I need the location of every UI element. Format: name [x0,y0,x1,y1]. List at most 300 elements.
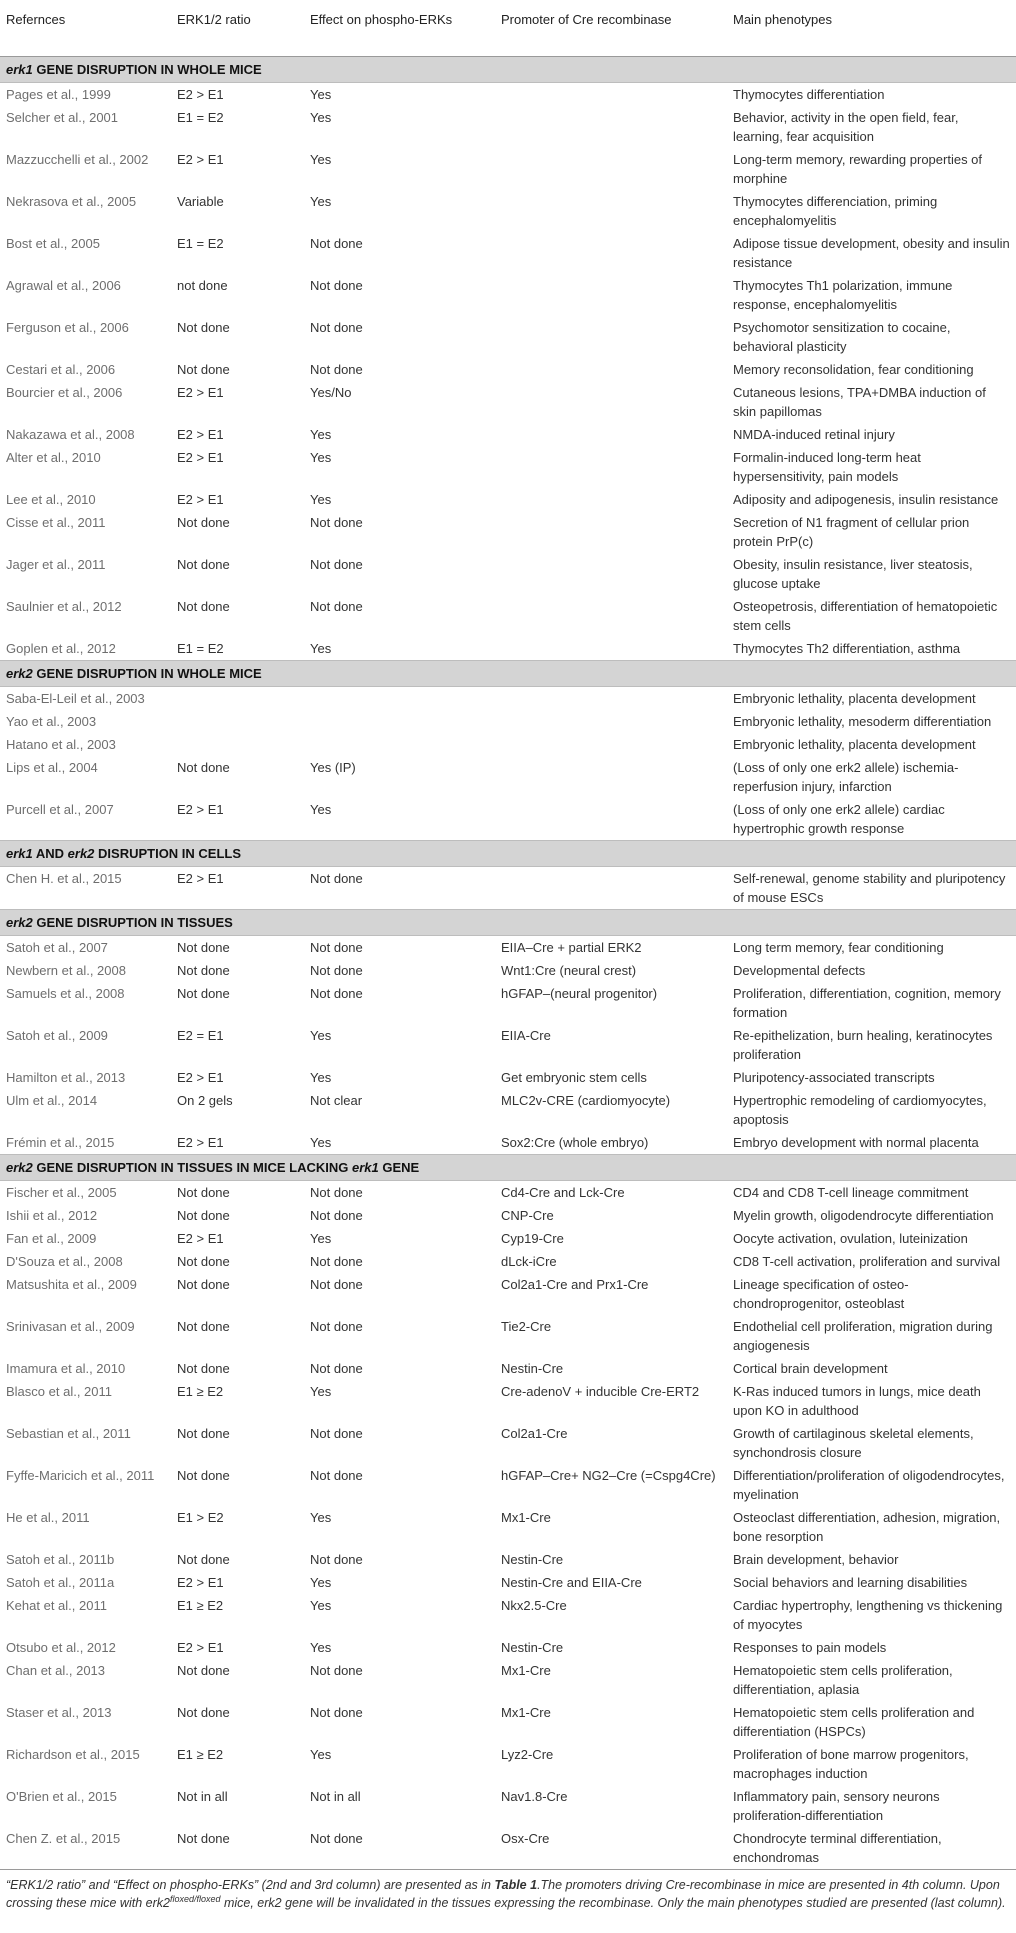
table-row [0,1743,1016,1785]
erk-ratio-cell: not done [177,277,228,293]
phenotype-cell: Embryonic lethality, placenta development [733,736,976,752]
cre-promoter-cell: dLck-iCre [501,1253,557,1269]
reference-cell: Chan et al., 2013 [6,1662,106,1678]
erk-ratio-cell: Not done [177,598,230,614]
phenotype-cell: Growth of cartilaginous skeletal elements, synchondrosis closure [733,1425,974,1460]
reference-cell: Bost et al., 2005 [6,235,100,251]
reference-cell: Srinivasan et al., 2009 [6,1318,135,1334]
phospho-effect-cell: Not done [310,985,363,1001]
section-title-part: GENE [378,1159,420,1175]
phenotype-cell: Oocyte activation, ovulation, luteinization [733,1230,968,1246]
reference-cell: Lee et al., 2010 [6,491,96,507]
cre-promoter-cell: Nestin-Cre [501,1639,564,1655]
phenotype-cell: Hypertrophic remodeling of cardiomyocytes, apoptosis [733,1092,987,1127]
phenotype-cell: Psychomotor sensitization to cocaine, behavioral plasticity [733,319,951,354]
cre-promoter-cell: Wnt1:Cre (neural crest) [501,962,637,978]
table-row [0,106,1016,148]
table-row [0,190,1016,232]
table-row [0,756,1016,798]
phenotype-cell: Myelin growth, oligodendrocyte differentiation [733,1207,994,1223]
reference-cell: Nakazawa et al., 2008 [6,426,135,442]
phospho-effect-cell: Yes [310,151,332,167]
phospho-effect-cell: Not done [310,1704,363,1720]
cre-promoter-cell [495,316,727,358]
phenotype-cell: Lineage specification of osteo-chondroprogenitor, osteoblast [733,1276,909,1311]
phospho-effect-cell: Yes [310,1134,332,1150]
erk-ratio-cell: E1 > E2 [177,1509,224,1525]
table-row [0,1701,1016,1743]
cre-promoter-cell [495,710,727,733]
table-body [0,56,1016,1869]
erk-ratio-cell: E2 > E1 [177,1574,224,1590]
reference-cell: Fan et al., 2009 [6,1230,97,1246]
phospho-effect-cell: Not done [310,1551,363,1567]
table-row [0,488,1016,511]
section-header-row [0,840,1016,866]
erk-ratio-cell [171,733,304,756]
section-header-row [0,1154,1016,1180]
cre-promoter-cell [495,686,727,710]
phenotype-cell: Endothelial cell proliferation, migration during angiogenesis [733,1318,993,1353]
section-title [0,1154,1016,1180]
table-row [0,1357,1016,1380]
section-title [0,56,1016,82]
cre-promoter-cell [495,866,727,909]
phospho-effect-cell: Yes [310,1069,332,1085]
caption-text-2: .The promoters driving Cre-recombinase in mice are presented in 4th column. Upon crossing these mice with erk2 [6,1878,1000,1910]
header-row [0,0,1016,56]
phospho-effect-cell: Not done [310,870,363,886]
phospho-effect-cell: Not done [310,1184,363,1200]
section-title-part: erk1 [6,61,33,77]
phospho-effect-cell: Not done [310,1207,363,1223]
phenotype-cell: Responses to pain models [733,1639,887,1655]
cre-promoter-cell: Col2a1-Cre and Prx1-Cre [501,1276,649,1292]
phenotype-cell: Embryonic lethality, placenta development [733,690,976,706]
cre-promoter-cell [495,511,727,553]
table-row [0,423,1016,446]
erk-ratio-cell: E1 ≥ E2 [177,1746,224,1762]
cre-promoter-cell: CNP-Cre [501,1207,554,1223]
erk-ratio-cell: E2 > E1 [177,426,224,442]
phospho-effect-cell: Yes [310,449,332,465]
phospho-effect-cell: Not done [310,277,363,293]
cre-promoter-cell [495,148,727,190]
phospho-effect-cell: Not done [310,361,363,377]
erk-ratio-cell: Not done [177,1276,230,1292]
erk-ratio-cell: Not done [177,759,230,775]
caption-table-ref: Table 1 [494,1878,538,1892]
reference-cell: He et al., 2011 [6,1509,90,1525]
section-title-part: GENE DISRUPTION IN WHOLE MICE [32,665,262,681]
phospho-effect-cell: Yes [310,1639,332,1655]
cre-promoter-cell [495,358,727,381]
table-row [0,381,1016,423]
reference-cell: Nekrasova et al., 2005 [6,193,137,209]
cre-promoter-cell: hGFAP–Cre+ NG2–Cre (=Cspg4Cre) [501,1467,716,1483]
section-title-part: GENE DISRUPTION IN TISSUES IN MICE LACKING [32,1159,352,1175]
caption-text-3: mice, erk2 gene will be invalidated in the tissues expressing the recombinase. Only the main phenotypes studied are presented (last column). [220,1896,1006,1910]
table-row [0,1464,1016,1506]
cre-promoter-cell: hGFAP–(neural progenitor) [501,985,658,1001]
cre-promoter-cell [495,82,727,106]
header-erk-ratio: ERK1/2 ratio [171,0,304,56]
reference-cell: Hatano et al., 2003 [6,736,116,752]
cre-promoter-cell: Nestin-Cre [501,1551,564,1567]
cre-promoter-cell: Osx-Cre [495,1827,727,1870]
reference-cell: Cisse et al., 2011 [6,514,106,530]
phospho-effect-cell: Not done [310,1360,363,1376]
reference-cell: Chen Z. et al., 2015 [0,1827,171,1870]
table-row [0,316,1016,358]
reference-cell: Ulm et al., 2014 [6,1092,98,1108]
section-title-part: erk2 [67,845,95,861]
table-row [0,1380,1016,1422]
table-row [0,1422,1016,1464]
phospho-effect-cell [304,733,495,756]
cre-promoter-cell [495,446,727,488]
phospho-effect-cell: Not done [310,939,363,955]
header-references: Refernces [0,0,171,56]
erk-ratio-cell [171,686,304,710]
reference-cell: Bourcier et al., 2006 [6,384,123,400]
phospho-effect-cell: Yes [310,640,332,656]
phospho-effect-cell: Not done [310,556,363,572]
cre-promoter-cell: Cd4-Cre and Lck-Cre [501,1184,625,1200]
phenotype-cell: K-Ras induced tumors in lungs, mice death upon KO in adulthood [733,1383,981,1418]
phospho-effect-cell: Not done [310,235,363,251]
phospho-effect-cell: Not done [310,1276,363,1292]
table-row [0,637,1016,661]
phenotype-cell: Cortical brain development [733,1360,888,1376]
phenotype-cell: Developmental defects [733,962,866,978]
erk-ratio-cell: Not done [177,319,230,335]
section-title-part: erk1 [352,1159,379,1175]
phospho-effect-cell: Yes [310,109,332,125]
table-row [0,982,1016,1024]
reference-cell: Sebastian et al., 2011 [6,1425,131,1441]
erk-ratio-cell: Not done [177,361,230,377]
phenotype-cell: Thymocytes differenciation, priming encephalomyelitis [733,193,938,228]
erk-ratio-cell: Not done [177,1425,230,1441]
erk-ratio-cell: E2 > E1 [177,1134,224,1150]
phospho-effect-cell: Yes [310,1597,332,1613]
erk-ratio-cell: Not done [177,1360,230,1376]
phenotype-cell: Proliferation of bone marrow progenitors, macrophages induction [733,1746,969,1781]
reference-cell: D'Souza et al., 2008 [6,1253,123,1269]
reference-cell: Richardson et al., 2015 [6,1746,140,1762]
reference-cell: Lips et al., 2004 [6,759,98,775]
table-row [0,1636,1016,1659]
cre-promoter-cell [495,798,727,841]
cre-promoter-cell [495,232,727,274]
reference-cell: Fischer et al., 2005 [6,1184,117,1200]
reference-cell: Satoh et al., 2011a [6,1574,115,1590]
phenotype-cell: Self-renewal, genome stability and pluripotency of mouse ESCs [733,870,1006,905]
reference-cell: Selcher et al., 2001 [6,109,119,125]
table-row [0,1785,1016,1827]
phenotype-cell: Long term memory, fear conditioning [733,939,944,955]
phenotype-cell: Long-term memory, rewarding properties of morphine [733,151,983,186]
phenotype-cell: Behavior, activity in the open field, fear, learning, fear acquisition [733,109,959,144]
phenotype-cell: Social behaviors and learning disabilities [733,1574,968,1590]
phospho-effect-cell: Not done [310,962,363,978]
table-row [0,1594,1016,1636]
phenotype-cell: Formalin-induced long-term heat hypersensitivity, pain models [733,449,921,484]
section-header-row [0,56,1016,82]
phospho-effect-cell: Yes [310,1383,332,1399]
reference-cell: Ferguson et al., 2006 [6,319,129,335]
reference-cell: Satoh et al., 2007 [6,939,108,955]
table-row [0,1506,1016,1548]
erk-ratio-cell: E2 > E1 [177,86,224,102]
reference-cell: Alter et al., 2010 [6,449,101,465]
erk-ratio-cell: Not done [177,1184,230,1200]
section-title-part: AND [32,845,68,861]
cre-promoter-cell: Nestin-Cre [501,1360,564,1376]
table-row [0,1024,1016,1066]
phospho-effect-cell: Yes (IP) [310,759,356,775]
section-header-row [0,660,1016,686]
table-row [0,935,1016,959]
reference-cell: Samuels et al., 2008 [6,985,125,1001]
reference-cell: Kehat et al., 2011 [6,1597,107,1613]
phenotype-cell: Cardiac hypertrophy, lengthening vs thickening of myocytes [733,1597,1003,1632]
phospho-effect-cell: Yes [310,491,332,507]
table-row [0,1250,1016,1273]
reference-cell: Saba-El-Leil et al., 2003 [6,690,145,706]
phospho-effect-cell: Yes [310,86,332,102]
reference-cell: Cestari et al., 2006 [6,361,116,377]
reference-cell: Satoh et al., 2011b [6,1551,115,1567]
phenotype-cell: (Loss of only one erk2 allele) ischemia-reperfusion injury, infarction [733,759,959,794]
phenotype-cell: Secretion of N1 fragment of cellular prion protein PrP(c) [733,514,970,549]
reference-cell: Goplen et al., 2012 [6,640,116,656]
erk-ratio-cell: Not done [177,962,230,978]
section-title-part: erk1 [6,845,33,861]
section-title-part: erk2 [6,914,33,930]
table-row [0,358,1016,381]
reference-cell: Agrawal et al., 2006 [6,277,121,293]
erk-ratio-cell: E2 > E1 [177,151,224,167]
cre-promoter-cell: Col2a1-Cre [501,1425,568,1441]
table-row [0,866,1016,909]
phenotype-cell: Osteoclast differentiation, adhesion, migration, bone resorption [733,1509,1001,1544]
table-row [0,1548,1016,1571]
cre-promoter-cell: Tie2-Cre [501,1318,552,1334]
cre-promoter-cell [495,488,727,511]
phenotype-cell: Thymocytes differentiation [733,86,885,102]
cre-promoter-cell [495,274,727,316]
phenotype-cell: Re-epithelization, burn healing, keratinocytes proliferation [733,1027,993,1062]
section-title [0,840,1016,866]
reference-cell: Staser et al., 2013 [6,1704,112,1720]
table-row [0,710,1016,733]
table-row [0,553,1016,595]
erk-ratio-cell: Not done [177,985,230,1001]
erk-ratio-cell: E1 ≥ E2 [177,1383,224,1399]
section-title-part: GENE DISRUPTION IN WHOLE MICE [32,61,262,77]
reference-cell: Hamilton et al., 2013 [6,1069,126,1085]
table-row [0,959,1016,982]
table-row [0,1659,1016,1701]
phenotype-cell: Brain development, behavior [733,1551,899,1567]
table-row [0,232,1016,274]
cre-promoter-cell [495,595,727,637]
phospho-effect-cell: Not done [304,1827,495,1870]
erk-ratio-cell: Not done [177,1704,230,1720]
phenotype-cell: Hematopoietic stem cells proliferation, differentiation, aplasia [733,1662,953,1697]
cre-promoter-cell [495,381,727,423]
phospho-effect-cell: Not done [310,1662,363,1678]
phospho-effect-cell: Yes [310,1746,332,1762]
reference-cell: Jager et al., 2011 [6,556,106,572]
erk-ratio-cell: E2 = E1 [177,1027,224,1043]
phospho-effect-cell: Yes [310,801,332,817]
phospho-effect-cell: Yes/No [310,384,352,400]
erk-ratio-cell [171,710,304,733]
reference-cell: Mazzucchelli et al., 2002 [6,151,149,167]
erk-ratio-cell: Variable [177,193,224,209]
reference-cell: Saulnier et al., 2012 [6,598,122,614]
cre-promoter-cell: Mx1-Cre [501,1662,551,1678]
cre-promoter-cell: EIIA–Cre + partial ERK2 [501,939,642,955]
phospho-effect-cell: Not clear [310,1092,363,1108]
phenotype-cell: Thymocytes Th1 polarization, immune response, encephalomyelitis [733,277,953,312]
cre-promoter-cell: Mx1-Cre [501,1509,551,1525]
phenotype-cell: (Loss of only one erk2 allele) cardiac hypertrophic growth response [733,801,945,836]
erk-ratio-cell: E2 > E1 [177,1230,224,1246]
section-title-part: erk2 [6,1159,33,1175]
reference-cell: Otsubo et al., 2012 [6,1639,116,1655]
table-row [0,446,1016,488]
cre-promoter-cell: Sox2:Cre (whole embryo) [501,1134,649,1150]
erk-ratio-cell: Not done [177,556,230,572]
phospho-effect-cell [304,710,495,733]
phospho-effect-cell [304,686,495,710]
phenotype-cell: Memory reconsolidation, fear conditioning [733,361,974,377]
table-caption [6,1876,1010,1912]
table-row [0,1066,1016,1089]
phenotype-cell: Embryonic lethality, mesoderm differentiation [733,713,992,729]
phenotype-cell: Obesity, insulin resistance, liver steatosis, glucose uptake [733,556,973,591]
erk-ratio-cell: E2 > E1 [177,801,224,817]
section-title-part: DISRUPTION IN CELLS [94,845,242,861]
erk-ratio-cell: E2 > E1 [177,449,224,465]
reference-cell: Yao et al., 2003 [6,713,97,729]
erk-ratio-cell: E1 ≥ E2 [177,1597,224,1613]
header-effect-phospho: Effect on phospho-ERKs [304,0,495,56]
reference-cell: Blasco et al., 2011 [6,1383,112,1399]
table-row [0,1273,1016,1315]
reference-cell: Frémin et al., 2015 [6,1134,115,1150]
section-title [0,660,1016,686]
reference-cell: Pages et al., 1999 [6,86,111,102]
phenotype-cell: Differentiation/proliferation of oligodendrocytes, myelination [733,1467,1005,1502]
table-row [0,1180,1016,1204]
cre-promoter-cell: Cre-adenoV + inducible Cre-ERT2 [501,1383,700,1399]
cre-promoter-cell: Nav1.8-Cre [501,1788,568,1804]
cre-promoter-cell: EIIA-Cre [501,1027,551,1043]
table-row [0,1315,1016,1357]
table-row [0,511,1016,553]
section-title-part: GENE DISRUPTION IN TISSUES [32,914,233,930]
phenotype-cell: Embryo development with normal placenta [733,1134,979,1150]
table-row [0,1204,1016,1227]
reference-cell: Purcell et al., 2007 [6,801,114,817]
cre-promoter-cell: Mx1-Cre [501,1704,551,1720]
table-row [0,148,1016,190]
phenotype-cell: Thymocytes Th2 differentiation, asthma [733,640,961,656]
cre-promoter-cell [495,637,727,661]
phenotype-cell: Hematopoietic stem cells proliferation and differentiation (HSPCs) [733,1704,975,1739]
table-row [0,1571,1016,1594]
cre-promoter-cell [495,423,727,446]
reference-cell: Fyffe-Maricich et al., 2011 [6,1467,155,1483]
reference-cell: Matsushita et al., 2009 [6,1276,137,1292]
erk-ratio-cell: E1 = E2 [177,235,224,251]
table-row [0,798,1016,841]
table-row [0,1089,1016,1131]
table-row [0,82,1016,106]
erk-ratio-cell: Not done [177,1207,230,1223]
phenotype-cell: Proliferation, differentiation, cognition, memory formation [733,985,1001,1020]
phenotype-cell: Cutaneous lesions, TPA+DMBA induction of skin papillomas [733,384,986,419]
table-header [0,0,1016,56]
caption-superscript: floxed/floxed [169,1893,221,1904]
cre-promoter-cell [495,553,727,595]
phenotype-cell: CD8 T-cell activation, proliferation and survival [733,1253,1001,1269]
erk-ratio-cell: E2 > E1 [177,1639,224,1655]
phospho-effect-cell: Yes [310,1027,332,1043]
cre-promoter-cell: Cyp19-Cre [501,1230,564,1246]
cre-promoter-cell [495,756,727,798]
phospho-effect-cell: Yes [310,193,332,209]
cre-promoter-cell: Get embryonic stem cells [501,1069,647,1085]
phospho-effect-cell: Yes [310,1509,332,1525]
phospho-effect-cell: Not done [310,598,363,614]
phenotype-cell: Adiposity and adipogenesis, insulin resistance [733,491,999,507]
header-cre-promoter: Promoter of Cre recombinase [495,0,727,56]
phenotype-cell: Pluripotency-associated transcripts [733,1069,935,1085]
table-row [0,686,1016,710]
phenotype-cell: Osteopetrosis, differentiation of hematopoietic stem cells [733,598,998,633]
phenotype-cell: Adipose tissue development, obesity and insulin resistance [733,235,1010,270]
erk-ratio-cell: E1 = E2 [177,640,224,656]
cre-promoter-cell [495,190,727,232]
cre-promoter-cell: MLC2v-CRE (cardiomyocyte) [501,1092,671,1108]
erk-ratio-cell: E2 > E1 [177,870,224,886]
erk-ratio-cell: Not done [177,1318,230,1334]
erk-ratio-cell: Not done [177,939,230,955]
phospho-effect-cell: Not done [310,514,363,530]
cre-promoter-cell [495,106,727,148]
phospho-effect-cell: Not done [310,1318,363,1334]
phospho-effect-cell: Yes [310,1574,332,1590]
cre-promoter-cell [495,733,727,756]
cre-promoter-cell: Nestin-Cre and EIIA-Cre [501,1574,642,1590]
reference-cell: Satoh et al., 2009 [6,1027,108,1043]
erk-ratio-cell: Not done [177,1551,230,1567]
erk-ratio-cell: Not done [177,514,230,530]
erk-ratio-cell: Not done [177,1662,230,1678]
erk-ratio-cell: Not in all [177,1788,228,1804]
erk-ratio-cell: Not done [171,1827,304,1870]
table-row [0,595,1016,637]
table-row [0,274,1016,316]
erk-ratio-cell: E1 = E2 [177,109,224,125]
phospho-effect-cell: Not in all [310,1788,361,1804]
